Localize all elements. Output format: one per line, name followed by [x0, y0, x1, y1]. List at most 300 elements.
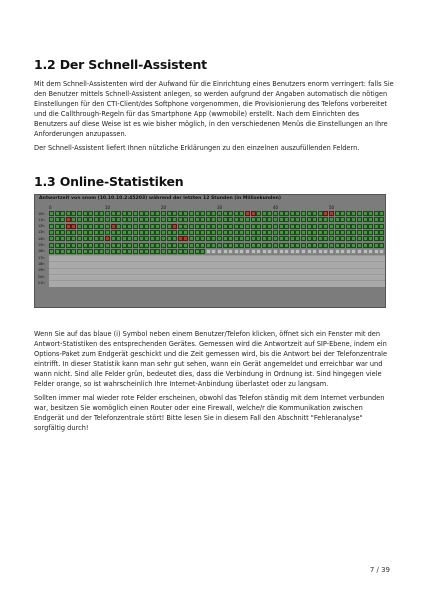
- response-cell: [172, 243, 177, 248]
- response-cell: [105, 236, 110, 241]
- response-cell: [245, 224, 250, 229]
- response-cell: [195, 217, 200, 222]
- response-cell: [368, 236, 373, 241]
- response-cell: [161, 211, 166, 216]
- response-cell: [262, 217, 267, 222]
- response-cell: [99, 236, 104, 241]
- response-cell: [363, 217, 368, 222]
- response-cell: [83, 236, 88, 241]
- response-cell: [66, 249, 71, 254]
- response-cell: [351, 224, 356, 229]
- response-cell: [167, 230, 172, 235]
- response-cell: [223, 217, 228, 222]
- response-cell: [189, 230, 194, 235]
- response-cell: [49, 230, 54, 235]
- response-cell: [290, 236, 295, 241]
- response-cell: [228, 243, 233, 248]
- response-cell: [83, 224, 88, 229]
- response-cell: [88, 211, 93, 216]
- response-cell: [172, 224, 177, 229]
- response-cell: [256, 224, 261, 229]
- row-label: 13h: [38, 230, 45, 235]
- response-cell: [172, 217, 177, 222]
- response-cell: [217, 236, 222, 241]
- response-cell: [99, 249, 104, 254]
- response-cell: [357, 243, 362, 248]
- response-cell: [83, 211, 88, 216]
- response-cell: [262, 230, 267, 235]
- response-cell: [284, 217, 289, 222]
- response-cell: [122, 243, 127, 248]
- response-cell: [167, 243, 172, 248]
- row-label: 14h: [38, 236, 45, 241]
- response-cell: [251, 243, 256, 248]
- response-cell: [256, 236, 261, 241]
- response-cell: [228, 224, 233, 229]
- response-cell: [279, 224, 284, 229]
- response-cell: [262, 211, 267, 216]
- response-cell: [200, 249, 205, 254]
- paragraph: Der Schnell-Assistent liefert Ihnen nützliche Erklärungen zu den einzelnen auszufüllenden Feldern.: [34, 144, 360, 153]
- response-cell: [206, 211, 211, 216]
- response-cell: [200, 224, 205, 229]
- response-cell: [346, 230, 351, 235]
- response-cell: [234, 211, 239, 216]
- response-cell: [105, 217, 110, 222]
- response-cell: [155, 243, 160, 248]
- response-cell: [122, 224, 127, 229]
- paragraph: Mit dem Schnell-Assistenten wird der Aufwand für die Einrichtung eines Benutzers enorm verringert: falls Sie den Benutzer mittels Schnell-Assistent anlegen, so werden aufgrund der Angaben automatisch die nötigen Einstellungen für den CTI-Client/des Softphone vorgenommen, die Provisionierung des Telefons vorbereitet und die Callthrough-Regeln für das Smartphone App (wwmobile) erstellt. Nach dem Einrichten des Benutzers auf diese Weise ist es wie bisher möglich, in den verschiedenen Menüs die Einstellungen an Ihre Anforderungen anzupassen.: [34, 80, 394, 138]
- response-cell: [329, 249, 334, 254]
- response-cell: [206, 236, 211, 241]
- response-cell: [200, 217, 205, 222]
- response-cell: [167, 236, 172, 241]
- row-label: 10h: [38, 211, 45, 216]
- response-cell: [161, 249, 166, 254]
- response-cell: [167, 249, 172, 254]
- response-cell: [71, 236, 76, 241]
- response-cell: [49, 211, 54, 216]
- response-cell: [55, 249, 60, 254]
- row-label: 12h: [38, 224, 45, 229]
- response-cell: [172, 230, 177, 235]
- response-cell: [116, 230, 121, 235]
- response-cell: [357, 230, 362, 235]
- response-cell: [245, 217, 250, 222]
- response-cell: [217, 230, 222, 235]
- response-cell: [239, 224, 244, 229]
- response-cell: [139, 249, 144, 254]
- response-cell: [71, 211, 76, 216]
- response-cell: [245, 249, 250, 254]
- response-cell: [195, 230, 200, 235]
- response-cell: [88, 224, 93, 229]
- response-cell: [211, 224, 216, 229]
- response-cell: [211, 217, 216, 222]
- response-cell: [323, 211, 328, 216]
- response-cell: [374, 236, 379, 241]
- response-cell: [279, 249, 284, 254]
- response-cell: [307, 243, 312, 248]
- response-cell: [256, 217, 261, 222]
- response-cell: [66, 211, 71, 216]
- response-cell: [94, 243, 99, 248]
- response-cell: [363, 236, 368, 241]
- response-cell: [217, 224, 222, 229]
- response-cell: [239, 230, 244, 235]
- response-cell: [189, 211, 194, 216]
- response-cell: [49, 217, 54, 222]
- response-cell: [256, 249, 261, 254]
- row-label: 18h: [38, 261, 45, 266]
- response-cell: [167, 211, 172, 216]
- response-cell: [234, 217, 239, 222]
- section-heading-online-statistiken: 1.3 Online-Statistiken: [34, 174, 184, 189]
- response-cell: [178, 236, 183, 241]
- response-cell: [60, 211, 65, 216]
- response-cell: [290, 211, 295, 216]
- row-label: 19h: [38, 268, 45, 273]
- response-cell: [329, 217, 334, 222]
- paragraph: Sollten immer mal wieder rote Felder erscheinen, obwohl das Telefon ständig mit dem Internet verbunden war, besitzen Sie womöglich einen Router oder eine Firewall, welche/r die Kommunikation zwischen Endgerät und der Telefonzentrale stört! Bitte lesen Sie in diesem Fall den Abschnitt "Fehleranalyse" sorgfältig durch!: [34, 394, 385, 433]
- response-cell: [55, 224, 60, 229]
- response-cell: [301, 224, 306, 229]
- response-cell: [122, 217, 127, 222]
- row-label: 17h: [38, 255, 45, 260]
- statistics-title: Antwortzeit von snom (10.10.10.2:45203) während der letzten 12 Stunden (in Millisekunden): [39, 196, 281, 201]
- response-cell: [335, 230, 340, 235]
- response-cell: [60, 243, 65, 248]
- response-cell: [150, 224, 155, 229]
- response-cell: [239, 211, 244, 216]
- response-cell: [318, 217, 323, 222]
- response-cell: [71, 249, 76, 254]
- response-cell: [223, 211, 228, 216]
- response-cell: [228, 230, 233, 235]
- response-cell: [335, 249, 340, 254]
- response-cell: [245, 211, 250, 216]
- response-cell: [351, 236, 356, 241]
- response-cell: [357, 217, 362, 222]
- response-cell: [267, 230, 272, 235]
- response-cell: [340, 211, 345, 216]
- response-cell: [284, 243, 289, 248]
- response-cell: [99, 217, 104, 222]
- response-cell: [346, 217, 351, 222]
- response-cell: [217, 211, 222, 216]
- response-cell: [139, 230, 144, 235]
- response-cell: [256, 230, 261, 235]
- response-cell: [66, 243, 71, 248]
- response-cell: [318, 243, 323, 248]
- response-cell: [234, 249, 239, 254]
- response-cell: [346, 243, 351, 248]
- response-cell: [49, 236, 54, 241]
- response-cell: [363, 224, 368, 229]
- response-cell: [295, 236, 300, 241]
- response-cell: [379, 243, 384, 248]
- response-cell: [329, 243, 334, 248]
- response-cell: [83, 249, 88, 254]
- response-cell: [66, 236, 71, 241]
- response-cell: [127, 243, 132, 248]
- scale-label: 20: [161, 205, 167, 210]
- response-cell: [133, 243, 138, 248]
- response-cell: [335, 243, 340, 248]
- response-cell: [223, 249, 228, 254]
- response-cell: [323, 230, 328, 235]
- response-cell: [273, 236, 278, 241]
- empty-row: [49, 280, 385, 287]
- response-cell: [323, 217, 328, 222]
- response-cell: [133, 224, 138, 229]
- response-cell: [267, 217, 272, 222]
- response-cell: [301, 217, 306, 222]
- response-cell: [251, 224, 256, 229]
- response-cell: [206, 224, 211, 229]
- response-cell: [228, 217, 233, 222]
- response-cell: [99, 211, 104, 216]
- response-cell: [161, 230, 166, 235]
- response-cell: [351, 230, 356, 235]
- scale-label: 10: [105, 205, 111, 210]
- row-label: 20h: [38, 274, 45, 279]
- response-cell: [49, 249, 54, 254]
- response-cell: [329, 211, 334, 216]
- response-cell: [71, 217, 76, 222]
- response-cell: [267, 224, 272, 229]
- response-cell: [77, 230, 82, 235]
- response-cell: [262, 236, 267, 241]
- response-cell: [307, 230, 312, 235]
- response-cell: [357, 224, 362, 229]
- response-cell: [340, 224, 345, 229]
- response-cell: [144, 217, 149, 222]
- response-cell: [307, 224, 312, 229]
- response-cell: [301, 243, 306, 248]
- response-cell: [295, 211, 300, 216]
- response-cell: [139, 211, 144, 216]
- response-cell: [239, 243, 244, 248]
- response-cell: [94, 249, 99, 254]
- response-cell: [77, 236, 82, 241]
- response-cell: [211, 211, 216, 216]
- response-cell: [55, 230, 60, 235]
- response-cell: [111, 243, 116, 248]
- response-cell: [307, 211, 312, 216]
- response-cell: [77, 217, 82, 222]
- response-cell: [200, 243, 205, 248]
- response-cell: [346, 211, 351, 216]
- response-cell: [279, 236, 284, 241]
- response-cell: [374, 224, 379, 229]
- response-cell: [340, 243, 345, 248]
- response-cell: [239, 236, 244, 241]
- response-cell: [133, 211, 138, 216]
- response-cell: [111, 224, 116, 229]
- response-cell: [273, 243, 278, 248]
- response-cell: [88, 249, 93, 254]
- response-cell: [167, 217, 172, 222]
- response-cell: [155, 230, 160, 235]
- response-cell: [211, 243, 216, 248]
- row-label: 11h: [38, 217, 45, 222]
- response-cell: [127, 249, 132, 254]
- response-cell: [335, 211, 340, 216]
- response-cell: [379, 249, 384, 254]
- response-cell: [183, 217, 188, 222]
- response-cell: [133, 236, 138, 241]
- response-cell: [60, 217, 65, 222]
- response-cell: [357, 236, 362, 241]
- response-cell: [239, 249, 244, 254]
- response-cell: [234, 230, 239, 235]
- response-cell: [284, 236, 289, 241]
- response-cell: [245, 230, 250, 235]
- response-cell: [262, 249, 267, 254]
- response-cell: [161, 243, 166, 248]
- response-cell: [379, 230, 384, 235]
- response-cell: [363, 249, 368, 254]
- response-cell: [206, 249, 211, 254]
- response-cell: [189, 217, 194, 222]
- response-cell: [312, 236, 317, 241]
- response-cell: [55, 211, 60, 216]
- response-cell: [312, 211, 317, 216]
- response-cell: [178, 224, 183, 229]
- response-cell: [323, 243, 328, 248]
- response-cell: [55, 217, 60, 222]
- response-cell: [94, 211, 99, 216]
- response-cell: [318, 236, 323, 241]
- response-cell: [127, 230, 132, 235]
- response-cell: [66, 217, 71, 222]
- response-cell: [60, 236, 65, 241]
- response-cell: [55, 243, 60, 248]
- response-cell: [217, 249, 222, 254]
- response-cell: [290, 243, 295, 248]
- page-number: 7 / 39: [369, 566, 390, 574]
- response-cell: [178, 230, 183, 235]
- response-cell: [200, 211, 205, 216]
- response-cell: [340, 230, 345, 235]
- response-cell: [329, 230, 334, 235]
- online-statistiken-text: [34, 330, 394, 434]
- response-cell: [105, 243, 110, 248]
- response-cell: [374, 211, 379, 216]
- response-cell: [144, 236, 149, 241]
- response-cell: [357, 249, 362, 254]
- response-cell: [60, 230, 65, 235]
- response-cell: [295, 224, 300, 229]
- response-cell: [183, 224, 188, 229]
- response-cell: [189, 224, 194, 229]
- response-cell: [150, 249, 155, 254]
- response-cell: [363, 243, 368, 248]
- response-cell: [340, 236, 345, 241]
- response-cell: [150, 230, 155, 235]
- response-cell: [111, 211, 116, 216]
- response-cell: [144, 211, 149, 216]
- response-cell: [279, 230, 284, 235]
- response-cell: [144, 224, 149, 229]
- response-cell: [284, 230, 289, 235]
- response-cell: [172, 211, 177, 216]
- response-cell: [172, 236, 177, 241]
- response-cell: [318, 211, 323, 216]
- response-cell: [127, 217, 132, 222]
- response-cell: [251, 211, 256, 216]
- response-cell: [223, 230, 228, 235]
- response-cell: [183, 243, 188, 248]
- scale-label: 40: [273, 205, 279, 210]
- response-cell: [206, 217, 211, 222]
- response-cell: [251, 236, 256, 241]
- response-cell: [94, 236, 99, 241]
- response-cell: [111, 217, 116, 222]
- response-cell: [368, 230, 373, 235]
- response-cell: [368, 249, 373, 254]
- response-cell: [340, 217, 345, 222]
- response-cell: [195, 243, 200, 248]
- response-cell: [228, 211, 233, 216]
- response-cell: [88, 243, 93, 248]
- response-cell: [178, 249, 183, 254]
- response-cell: [66, 230, 71, 235]
- response-cell: [301, 249, 306, 254]
- response-cell: [290, 217, 295, 222]
- response-cell: [211, 230, 216, 235]
- response-cell: [111, 249, 116, 254]
- response-cell: [374, 217, 379, 222]
- response-cell: [273, 249, 278, 254]
- response-cell: [307, 217, 312, 222]
- response-cell: [351, 211, 356, 216]
- response-cell: [357, 211, 362, 216]
- response-cell: [312, 230, 317, 235]
- response-cell: [245, 236, 250, 241]
- response-cell: [329, 236, 334, 241]
- response-cell: [290, 249, 295, 254]
- response-cell: [49, 224, 54, 229]
- response-cell: [155, 249, 160, 254]
- response-cell: [139, 243, 144, 248]
- schnell-assistent-text: [34, 80, 394, 154]
- response-cell: [206, 243, 211, 248]
- response-cell: [49, 243, 54, 248]
- response-cell: [363, 211, 368, 216]
- scale-label: 0: [49, 205, 52, 210]
- response-statistics-window: [34, 194, 386, 308]
- response-cell: [189, 243, 194, 248]
- response-cell: [150, 211, 155, 216]
- response-cell: [290, 230, 295, 235]
- response-cell: [368, 243, 373, 248]
- response-cell: [122, 230, 127, 235]
- response-cell: [66, 224, 71, 229]
- response-cell: [116, 249, 121, 254]
- response-cell: [144, 243, 149, 248]
- response-cell: [133, 217, 138, 222]
- response-cell: [206, 230, 211, 235]
- response-cell: [346, 236, 351, 241]
- response-cell: [133, 249, 138, 254]
- response-cell: [83, 217, 88, 222]
- response-cell: [307, 249, 312, 254]
- response-cell: [267, 243, 272, 248]
- response-cell: [312, 217, 317, 222]
- response-cell: [105, 230, 110, 235]
